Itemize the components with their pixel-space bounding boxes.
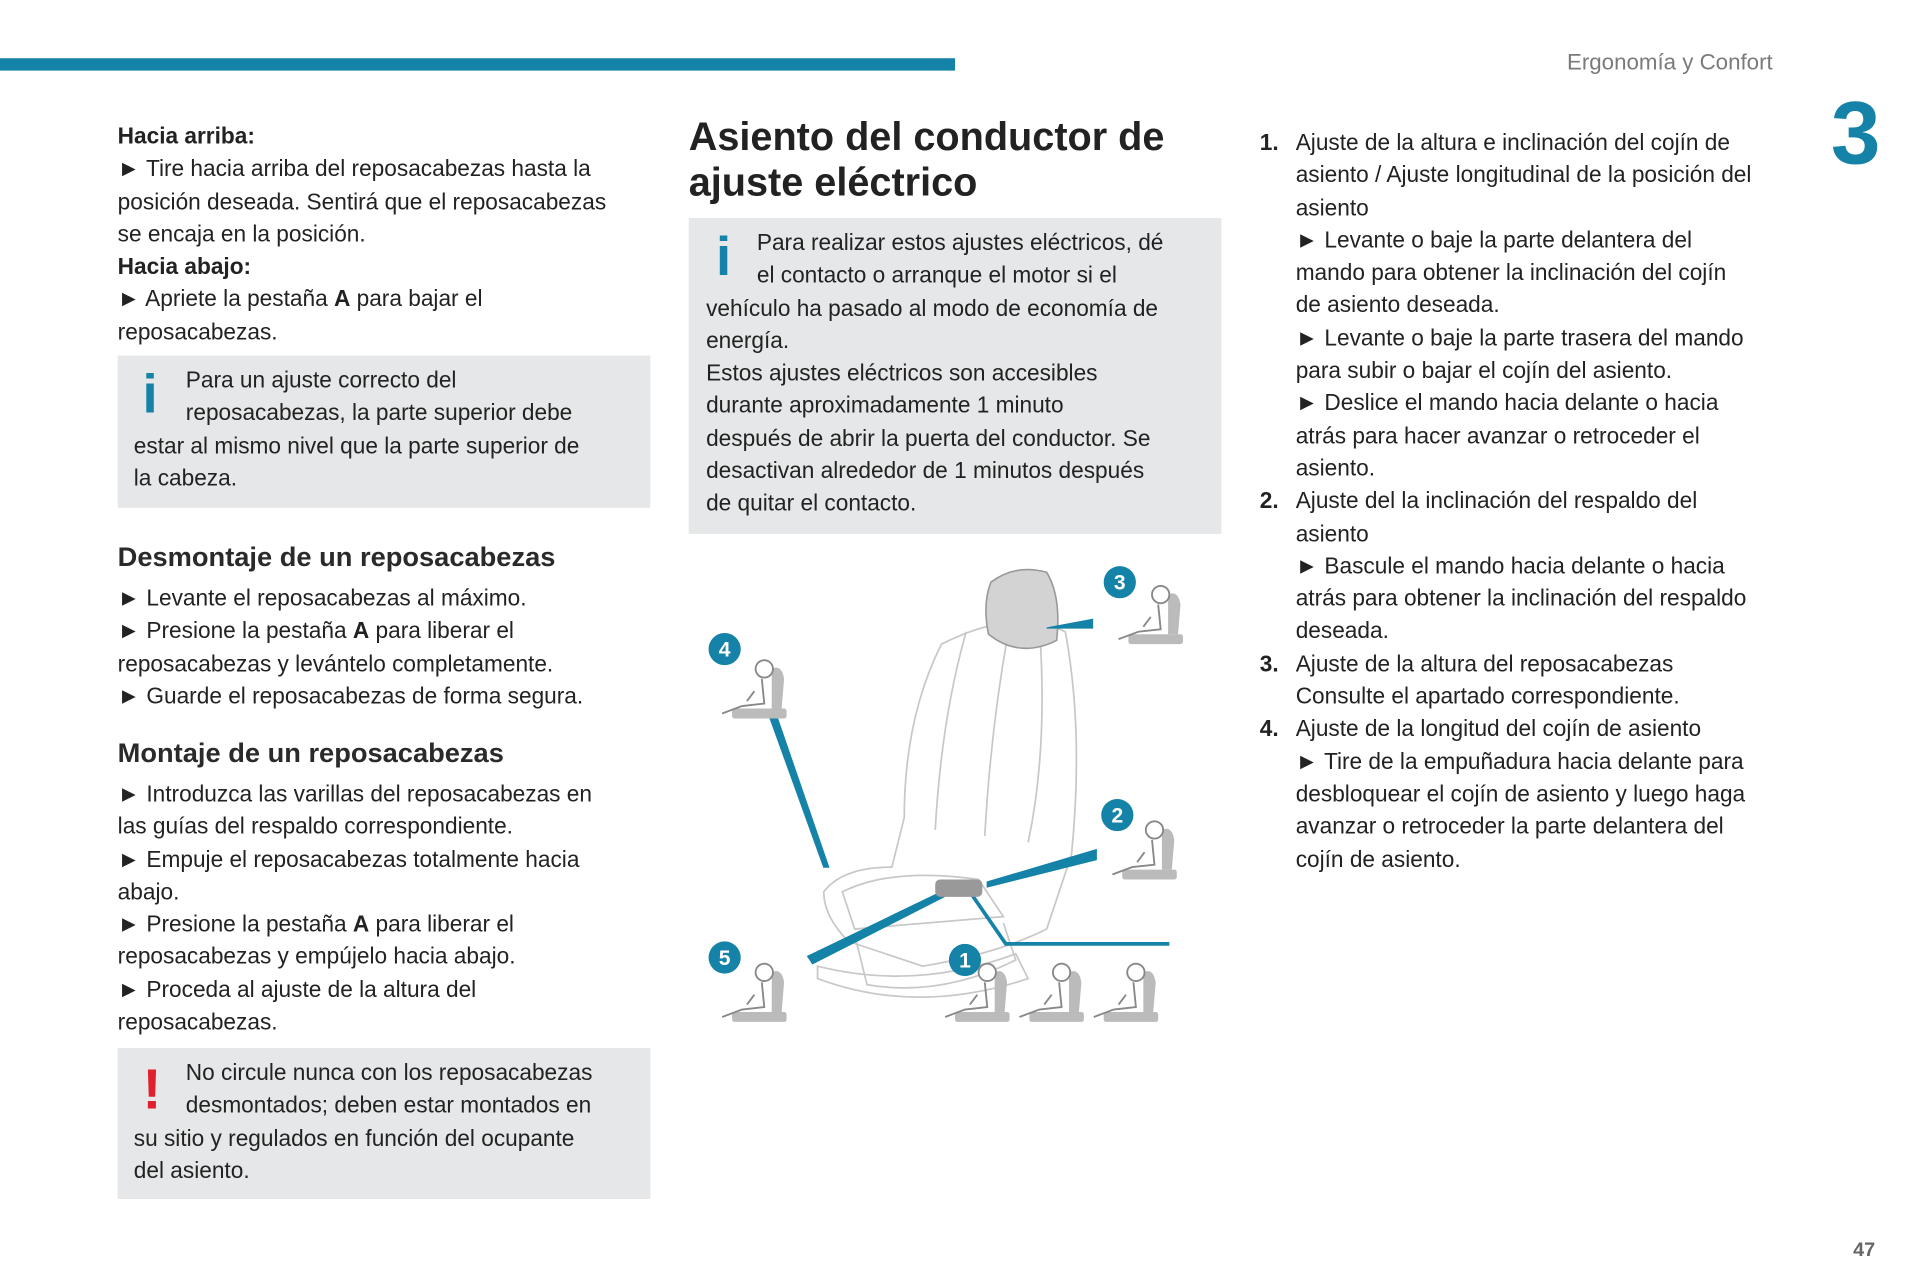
item-text: ► Levante o baje la parte delantera del — [1295, 226, 1693, 253]
chapter-color-bar — [0, 58, 955, 70]
item-text: ► Levante o baje la parte trasera del mando — [1295, 324, 1744, 351]
list-line — [1260, 452, 1752, 485]
text-line: Para un ajuste correcto del — [185, 366, 457, 393]
item-number: 2. — [1259, 487, 1279, 514]
page-title — [689, 114, 1165, 206]
text-line: Para realizar estos ajustes eléctricos, dé — [756, 229, 1164, 256]
warning-note-text — [134, 1057, 593, 1187]
text-segment: las guías del respaldo correspondiente. — [117, 812, 513, 839]
text-line — [118, 680, 584, 713]
text-segment: reposacabezas. — [117, 1008, 278, 1035]
text-line — [118, 843, 592, 876]
item-text: atrás para obtener la inclinación del respaldo — [1295, 584, 1747, 611]
fitting-steps — [118, 778, 592, 1039]
item-text: atrás para hacer avanzar o retroceder el — [1295, 421, 1700, 449]
item-text: Ajuste de la altura e inclinación del cojín de — [1295, 128, 1731, 155]
info-icon: i — [715, 226, 732, 288]
chapter-number: 3 — [1830, 84, 1881, 184]
text-segment: ► Levante el reposacabezas al máximo. — [117, 584, 527, 611]
callout-label: 4 — [718, 638, 731, 662]
text-segment: se encaja en la posición. — [117, 220, 366, 247]
text-segment: Hacia arriba: — [117, 122, 255, 149]
text-line — [118, 582, 584, 615]
text-line: la cabeza. — [133, 464, 238, 491]
headrest-adjust-text — [118, 120, 606, 348]
text-line: después de abrir la puerta del conductor. Se — [706, 424, 1151, 451]
text-line — [118, 283, 606, 316]
seat-control-switch — [935, 879, 982, 896]
text-line: energía. — [706, 326, 790, 353]
page-number: 47 — [1853, 1239, 1876, 1262]
item-text: Consulte el apartado correspondiente. — [1295, 682, 1680, 709]
callout-label: 2 — [1111, 804, 1124, 828]
removal-heading: Desmontaje de un reposacabezas — [117, 541, 556, 573]
item-number: 4. — [1259, 715, 1279, 742]
list-line — [1260, 191, 1752, 224]
text-line: No circule nunca con los reposacabezas — [185, 1059, 593, 1086]
text-line: desmontados; deben estar montados en — [185, 1091, 592, 1118]
text-line: estar al mismo nivel que la parte superior de — [133, 431, 580, 458]
item-text: de asiento deseada. — [1295, 291, 1500, 318]
list-line — [1260, 354, 1752, 387]
headrest — [986, 570, 1058, 649]
text-line — [118, 973, 592, 1006]
list-line — [1260, 680, 1752, 713]
list-line — [1260, 582, 1752, 615]
list-line — [1260, 745, 1752, 778]
text-segment: ► Presione la pestaña — [117, 617, 353, 644]
text-line — [118, 185, 606, 218]
text-segment: ► Proceda al ajuste de la altura del — [117, 975, 477, 1002]
text-line: su sitio y regulados en función del ocupante — [133, 1124, 575, 1151]
bold-label: A — [352, 910, 370, 937]
text-line: del asiento. — [133, 1156, 250, 1183]
list-line — [1260, 778, 1752, 811]
text-segment: ► Apriete la pestaña — [117, 285, 334, 312]
text-segment: reposacabezas y levántelo completamente. — [117, 649, 554, 676]
item-text: asiento. — [1295, 454, 1376, 481]
info-note-text — [134, 364, 580, 494]
page-title-line: ajuste eléctrico — [688, 159, 978, 205]
text-segment: abajo. — [117, 878, 180, 905]
text-line — [118, 153, 606, 186]
text-segment: Hacia abajo: — [117, 252, 252, 279]
item-text: asiento — [1295, 193, 1369, 220]
text-line — [118, 218, 606, 251]
text-line — [118, 908, 592, 941]
info-note-text — [706, 227, 1163, 520]
bold-label: A — [352, 617, 370, 644]
text-segment: ► Tire hacia arriba del reposacabezas hasta la — [117, 155, 591, 182]
item-text: cojín de asiento. — [1295, 845, 1461, 872]
callout-label: 5 — [718, 946, 731, 970]
item-text: Ajuste de la longitud del cojín de asiento — [1295, 715, 1702, 742]
item-number: 3. — [1259, 650, 1279, 677]
item-text: Ajuste de la altura del reposacabezas — [1295, 650, 1674, 677]
text-line — [118, 941, 592, 974]
list-line — [1260, 387, 1752, 420]
text-segment: posición deseada. Sentirá que el reposacabezas — [117, 187, 607, 214]
text-segment: para liberar el — [369, 910, 514, 937]
list-line — [1260, 257, 1752, 290]
list-line — [1260, 485, 1752, 518]
list-line — [1260, 550, 1752, 583]
text-line: el contacto o arranque el motor si el — [756, 261, 1117, 288]
text-line — [118, 1006, 592, 1039]
text-line: vehículo ha pasado al modo de economía de — [706, 294, 1159, 321]
list-line — [1260, 517, 1752, 550]
text-line — [118, 120, 606, 153]
text-line — [118, 250, 606, 283]
list-line — [1260, 843, 1752, 876]
info-note-electric — [689, 218, 1222, 534]
list-line — [1260, 224, 1752, 257]
text-segment: reposacabezas y empújelo hacia abajo. — [117, 943, 516, 970]
text-line — [118, 316, 606, 349]
text-line — [118, 810, 592, 843]
adjustment-list — [1260, 126, 1752, 875]
text-line — [118, 647, 584, 680]
text-line — [118, 615, 584, 648]
list-line — [1260, 615, 1752, 648]
item-text: asiento — [1295, 519, 1369, 546]
warning-icon: ! — [142, 1056, 162, 1122]
text-line — [118, 778, 592, 811]
list-line — [1260, 648, 1752, 681]
text-line — [118, 876, 592, 909]
item-text: desbloquear el cojín de asiento y luego haga — [1295, 780, 1746, 807]
callout-label: 1 — [959, 949, 971, 973]
seat-controls-diagram — [689, 545, 1222, 1028]
item-text: para subir o bajar el cojín del asiento. — [1295, 356, 1673, 383]
text-segment: ► Empuje el reposacabezas totalmente hacia — [117, 845, 580, 872]
text-line: de quitar el contacto. — [706, 489, 917, 516]
list-line — [1260, 713, 1752, 746]
item-text: mando para obtener la inclinación del cojín — [1295, 259, 1727, 286]
removal-steps — [118, 582, 584, 712]
list-line — [1260, 810, 1752, 843]
list-line — [1260, 322, 1752, 355]
item-text: ► Tire de la empuñadura hacia delante para — [1295, 747, 1744, 774]
text-segment: ► Guarde el reposacabezas de forma segura. — [117, 682, 584, 709]
warning-note — [118, 1048, 651, 1199]
list-line — [1260, 289, 1752, 322]
text-segment: para liberar el — [369, 617, 514, 644]
list-line — [1260, 159, 1752, 192]
text-line: desactivan alrededor de 1 minutos después — [706, 457, 1145, 484]
text-segment: para bajar el — [350, 285, 483, 312]
text-line: reposacabezas, la parte superior debe — [185, 399, 573, 426]
page-title-line: Asiento del conductor de — [688, 113, 1165, 159]
fitting-heading: Montaje de un reposacabezas — [117, 737, 504, 769]
text-line: durante aproximadamente 1 minuto — [706, 392, 1064, 419]
leader-lines — [769, 619, 1169, 963]
item-text: deseada. — [1295, 617, 1389, 644]
info-icon: i — [142, 364, 158, 425]
item-text: Ajuste del la inclinación del respaldo del — [1295, 487, 1698, 514]
info-note-headrest — [118, 356, 651, 508]
item-text: ► Bascule el mando hacia delante o hacia — [1295, 552, 1725, 579]
text-segment: reposacabezas. — [117, 318, 278, 345]
text-segment: ► Presione la pestaña — [117, 910, 353, 937]
text-line: Estos ajustes eléctricos son accesibles — [706, 359, 1098, 386]
list-line — [1260, 420, 1752, 453]
item-text: asiento / Ajuste longitudinal de la posición del — [1295, 161, 1752, 188]
text-segment: ► Introduzca las varillas del reposacabezas en — [117, 780, 593, 807]
item-text: avanzar o retroceder la parte delantera del — [1295, 812, 1724, 839]
item-number: 1. — [1259, 128, 1279, 155]
section-title: Ergonomía y Confort — [1566, 49, 1773, 75]
item-text: ► Deslice el mando hacia delante o hacia — [1295, 389, 1719, 416]
callout-label: 3 — [1113, 571, 1126, 595]
bold-label: A — [333, 285, 351, 312]
list-line — [1260, 126, 1752, 159]
